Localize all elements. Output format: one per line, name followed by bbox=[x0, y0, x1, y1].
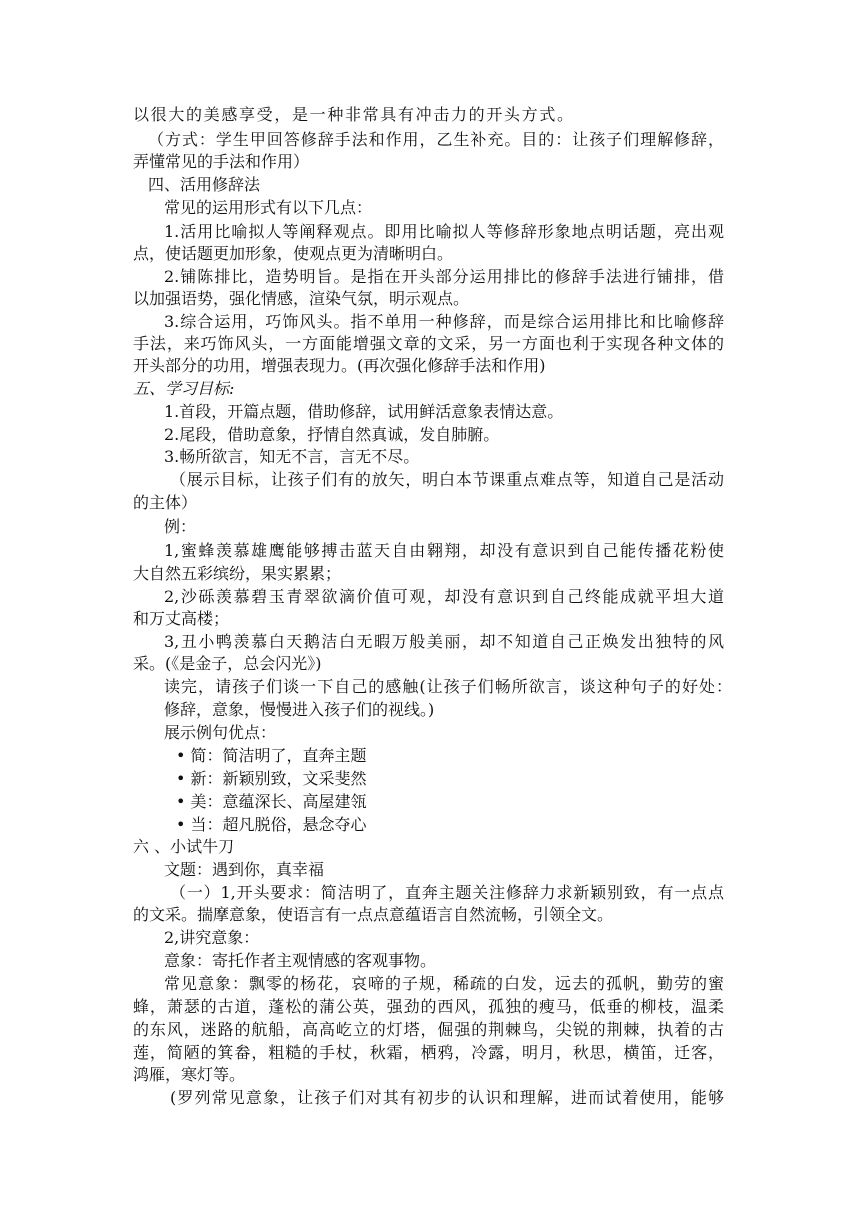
text-line: 修辞，意象，慢慢进入孩子们的视线。) bbox=[164, 700, 435, 719]
text-line: 的东风，迷路的航船，高高屹立的灯塔，倔强的荆棘鸟，尖锐的荆棘，执着的古 bbox=[133, 1020, 724, 1039]
list-item: • 简：简洁明了，直奔主题 bbox=[176, 746, 367, 765]
text-line: 2.铺陈排比，造势明旨。是指在开头部分运用排比的修辞手法进行铺排，借 bbox=[164, 267, 724, 286]
section-heading: 四、活用修辞法 bbox=[148, 175, 261, 194]
list-item: 1.首段，开篇点题，借助修辞，试用鲜活意象表情达意。 bbox=[164, 402, 564, 421]
list-item: • 当：超凡脱俗，悬念夺心 bbox=[176, 815, 367, 834]
list-item: 3.畅所欲言，知无不言，言无不尽。 bbox=[164, 447, 420, 466]
text-line: 开头部分的功用，增强表现力。(再次强化修辞手法和作用) bbox=[133, 356, 546, 375]
text-line: （方式：学生甲回答修辞手法和作用，乙生补充。目的：让孩子们理解修辞， bbox=[148, 130, 724, 149]
text-line: 2,沙砾羡慕碧玉青翠欲滴价值可观，却没有意识到自己终能成就平坦大道 bbox=[164, 587, 724, 606]
text-line: 3.综合运用，巧饰风头。指不单用一种修辞，而是综合运用排比和比喻修辞 bbox=[164, 312, 724, 331]
section-heading: 五、学习目标: bbox=[133, 379, 235, 398]
text-line: 弄懂常见的手法和作用） bbox=[133, 152, 310, 171]
text-line: 文题：遇到你，真幸福 bbox=[164, 860, 325, 879]
text-line: 采。(《是金子，总会闪光》) bbox=[133, 654, 322, 673]
text-line: 以加强语势，强化情感，渲染气氛，明示观点。 bbox=[133, 289, 470, 308]
text-line: 莲，简陋的箕畚，粗糙的手杖，秋霜，栖鸦，冷露，明月，秋思，横笛，迁客， bbox=[133, 1043, 724, 1062]
text-line: 2,讲究意象： bbox=[164, 928, 260, 947]
text-line: 读完，请孩子们谈一下自己的感触(让孩子们畅所欲言，谈这种句子的好处： bbox=[164, 677, 732, 696]
text-line: 3,丑小鸭羡慕白天鹅洁白无暇万般美丽，却不知道自己正焕发出独特的风 bbox=[164, 632, 724, 651]
text-line: 以很大的美感享受，是一种非常具有冲击力的开头方式。 bbox=[133, 105, 573, 124]
text-line: 1,蜜蜂羡慕雄鹰能够搏击蓝天自由翱翔，却没有意识到自己能传播花粉使 bbox=[164, 541, 724, 560]
text-line: 的主体） bbox=[133, 493, 198, 512]
text-line: 鸿雁，寒灯等。 bbox=[133, 1065, 246, 1084]
section-heading: 六 、小试牛刀 bbox=[133, 837, 235, 856]
text-line: 意象：寄托作者主观情感的客观事物。 bbox=[164, 951, 437, 970]
text-line: （展示目标，让孩子们有的放矢，明白本节课重点难点等，知道自己是活动 bbox=[170, 470, 724, 489]
text-line: 的文采。揣摩意象，使语言有一点点意蕴语言自然流畅，引领全文。 bbox=[133, 905, 614, 924]
text-line: (罗列常见意象，让孩子们对其有初步的认识和理解，进而试着使用，能够 bbox=[170, 1088, 724, 1107]
text-line: 常见的运用形式有以下几点： bbox=[164, 198, 373, 217]
text-line: 展示例句优点： bbox=[164, 723, 277, 742]
text-line: 手法，来巧饰风头，一方面能增强文章的文采，另一方面也利于实现各种文体的 bbox=[133, 334, 724, 353]
text-line: 蜂，萧瑟的古道，蓬松的蒲公英，强劲的西风，孤独的瘦马，低垂的柳枝，温柔 bbox=[133, 997, 724, 1016]
list-item: 2.尾段，借助意象，抒情自然真诚，发自肺腑。 bbox=[164, 425, 500, 444]
text-line: 大自然五彩缤纷，果实累累； bbox=[133, 564, 342, 583]
list-item: • 新：新颖别致，文采斐然 bbox=[176, 769, 367, 788]
text-line: 常见意象：飘零的杨花，哀啼的子规，稀疏的白发，远去的孤帆，勤劳的蜜 bbox=[164, 974, 724, 993]
text-line: 和万丈高楼； bbox=[133, 609, 230, 628]
list-item: • 美：意蕴深长、高屋建瓴 bbox=[176, 792, 367, 811]
text-line: （一）1,开头要求：简洁明了，直奔主题关注修辞力求新颖别致，有一点点 bbox=[170, 883, 724, 902]
text-line: 例： bbox=[164, 517, 197, 536]
text-line: 1.活用比喻拟人等阐释观点。即用比喻拟人等修辞形象地点明话题，亮出观 bbox=[164, 222, 724, 241]
text-line: 点，使话题更加形象，使观点更为清晰明白。 bbox=[133, 244, 454, 263]
